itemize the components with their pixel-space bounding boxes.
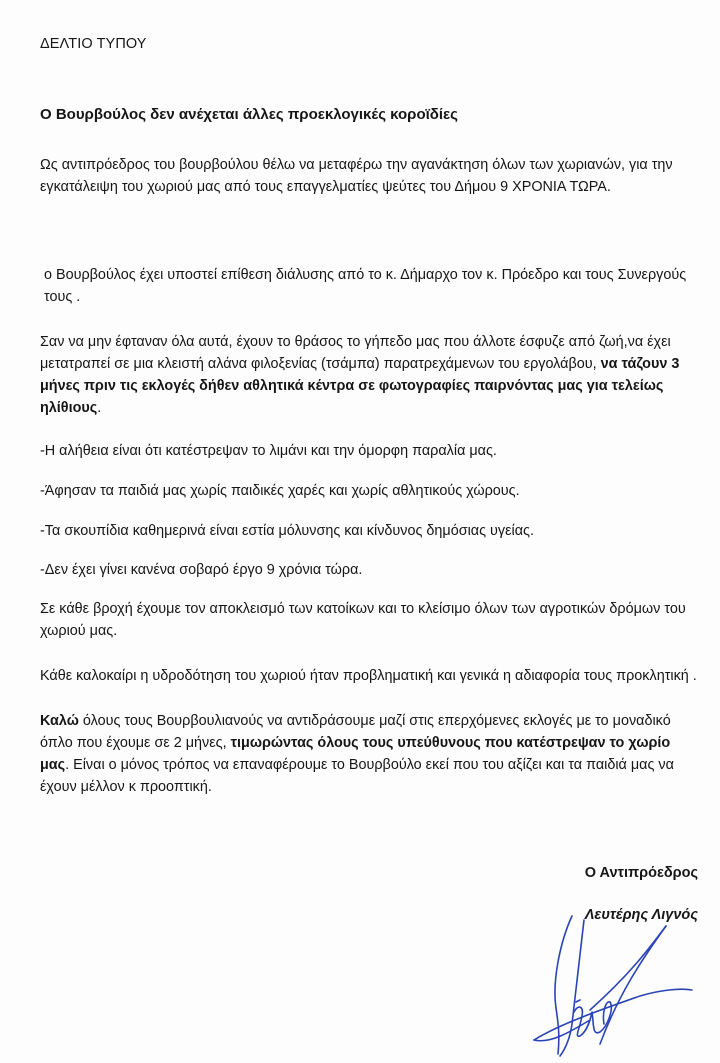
bullet-item: -Δεν έχει γίνει κανένα σοβαρό έργο 9 χρόνια τώρα. bbox=[40, 562, 363, 578]
bullet-item: -Τα σκουπίδια καθημερινά είναι εστία μόλυνσης και κίνδυνος δημόσιας υγείας. bbox=[40, 523, 534, 539]
signatory-name: Λευτέρης Λιγνός bbox=[584, 907, 698, 923]
bullet-item: -Η αλήθεια είναι ότι κατέστρεψαν το λιμάνι και την όμορφη παραλία μας. bbox=[40, 443, 497, 459]
signature-stroke bbox=[600, 926, 666, 1044]
bullet-item: -Άφησαν τα παιδιά μας χωρίς παιδικές χαρές και χωρίς αθλητικούς χώρους. bbox=[40, 483, 520, 499]
paragraph-call-to-action bbox=[40, 710, 700, 798]
paragraph-intro: Ως αντιπρόεδρος του βουρβούλου θέλω να μεταφέρω την αγανάκτηση όλων των χωριανών, για την εγκατάλειψη του χωριού μας από τους επαγγελματίες ψεύτες του Δήμου 9 ΧΡΟΝΙΑ ΤΩΡΑ. bbox=[40, 157, 673, 195]
cta-emphasis-2: τιμωρώντας όλους τους υπεύθυνους που κατέστρεψαν το χωρίο μας bbox=[40, 735, 671, 773]
document-type-label: ΔΕΛΤΙΟ ΤΥΠΟΥ bbox=[40, 36, 147, 52]
paragraph-stadium-text: Σαν να μην έφταναν όλα αυτά, έχουν το θράσος το γήπεδο μας που άλλοτε έσφυζε από ζωή,να έχει μετατραπεί σε μια κλειστή αλάνα φιλοξενίας (τσάμπα) παρατρεχάμενων του εργολάβου, bbox=[40, 334, 671, 372]
signature-stroke bbox=[590, 926, 666, 1010]
headline: Ο Βουρβούλος δεν ανέχεται άλλες προεκλογικές κοροϊδίες bbox=[40, 106, 458, 123]
signatory-title: Ο Αντιπρόεδρος bbox=[584, 865, 698, 881]
paragraph-stadium bbox=[40, 331, 700, 419]
paragraph-water: Κάθε καλοκαίρι η υδροδότηση του χωριού ήταν προβληματική και γενικά η αδιαφορία τους προκλητική . bbox=[40, 668, 697, 684]
signature-stroke bbox=[534, 1020, 590, 1041]
cta-emphasis-1: Καλώ bbox=[40, 713, 79, 729]
paragraph-stadium-end: . bbox=[97, 400, 102, 416]
paragraph-attack: ο Βουρβούλος έχει υποστεί επίθεση διάλυσης από το κ. Δήμαρχο τον κ. Πρόεδρο και τους Συνεργούς τους . bbox=[44, 267, 687, 305]
paragraph-roads: Σε κάθε βροχή έχουμε τον αποκλεισμό των κατοίκων και το κλείσιμο όλων των αγροτικών δρόμων του χωριού μας. bbox=[40, 601, 686, 639]
cta-text-1: όλους τους Βουρβουλιανούς να αντιδράσουμε μαζί στις επερχόμενες εκλογές με το μοναδικό όπλο που έχουμε σε 2 μήνες, bbox=[40, 713, 671, 751]
signature-icon bbox=[530, 912, 700, 1062]
signature-strokes bbox=[534, 916, 692, 1056]
signature-stroke bbox=[576, 1000, 580, 1002]
cta-text-2: . Είναι ο μόνος τρόπος να επαναφέρουμε το Βουρβούλο εκεί που του αξίζει και τα παιδιά μας να έχουν μέλλον κ προοπτική. bbox=[40, 757, 674, 795]
paragraph-stadium-emphasis: να τάζουν 3 μήνες πριν τις εκλογές δήθεν αθλητικά κέντρα σε φωτογραφίες παιρνόντας μας για τελείως ηλίθιους bbox=[40, 356, 680, 416]
